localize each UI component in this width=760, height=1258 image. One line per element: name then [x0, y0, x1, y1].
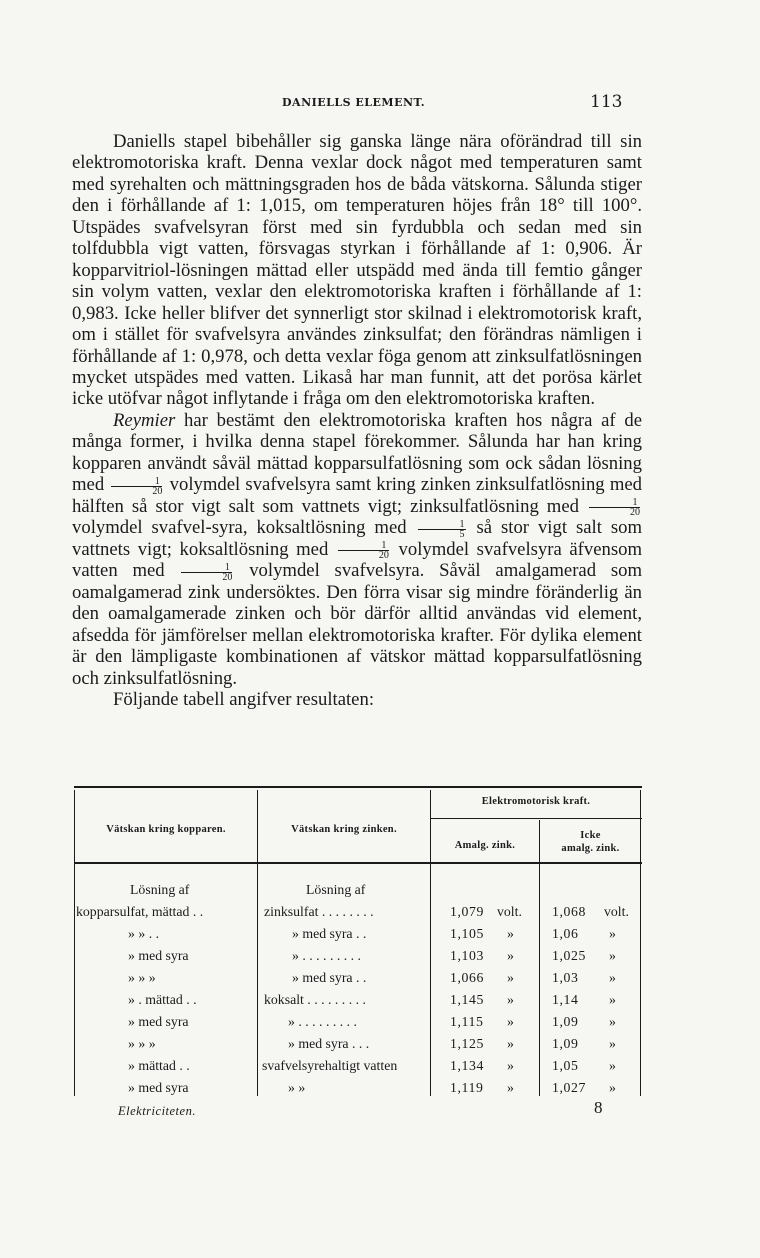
- cell-non-amalg: 1,05: [552, 1058, 579, 1073]
- cell-non-amalg-unit: »: [609, 1058, 616, 1073]
- cell-zinc: » . . . . . . . . .: [292, 948, 361, 963]
- page-number: 113: [590, 92, 623, 112]
- cell-amalg: 1,134: [450, 1058, 485, 1073]
- cell-amalg: 1,066: [450, 970, 485, 985]
- cell-copper: » » . .: [128, 926, 160, 941]
- cell-amalg-unit: »: [507, 1014, 514, 1029]
- cell-amalg: 1,125: [450, 1036, 485, 1051]
- running-head-title: DANIELLS ELEMENT.: [282, 96, 426, 109]
- cell-zinc: » »: [288, 1080, 306, 1095]
- cell-non-amalg: 1,06: [552, 926, 579, 941]
- cell-non-amalg-unit: »: [609, 992, 616, 1007]
- cell-amalg-unit: »: [507, 992, 514, 1007]
- table-left-rule: [74, 790, 75, 1096]
- emf-header-rule: [430, 818, 642, 819]
- cell-amalg-unit: »: [507, 1036, 514, 1051]
- cell-non-amalg: 1,14: [552, 992, 579, 1007]
- cell-amalg: 1,079: [450, 904, 485, 919]
- cell-non-amalg: 1,03: [552, 970, 579, 985]
- cell-non-amalg-unit: »: [609, 1080, 616, 1095]
- cell-amalg: 1,105: [450, 926, 485, 941]
- cell-non-amalg-unit: »: [609, 1014, 616, 1029]
- paragraph-2-e: volymdel svafvelsyra äfvensom vatten med: [72, 538, 643, 582]
- cell-copper: » med syra: [128, 948, 189, 963]
- paragraph-2-b: volymdel svafvelsyra samt kring zinken zinksulfatlösning med hälften så stor vigt salt som vattnets vigt; zinksulfatlösning med: [72, 474, 643, 517]
- cell-amalg: 1,145: [450, 992, 485, 1007]
- cell-zinc: svafvelsyrehaltigt vatten: [262, 1058, 398, 1073]
- author-name: Reymier: [113, 409, 176, 431]
- paragraph-2-d: så stor vigt salt som vattnets vigt; koksaltlösning med: [72, 517, 642, 560]
- cell-amalg: 1,119: [450, 1080, 484, 1095]
- cell-amalg-unit: »: [507, 926, 514, 941]
- column-rule-3: [539, 820, 540, 1096]
- cell-non-amalg-unit: »: [609, 970, 616, 985]
- cell-copper: » mättad . .: [128, 1058, 190, 1073]
- paragraph-3: Följande tabell angifver resultaten:: [113, 689, 375, 711]
- cell-copper: kopparsulfat, mättad . .: [76, 904, 204, 919]
- group-heading-zinc: Lösning af: [306, 882, 366, 897]
- cell-zinc: » med syra . .: [292, 926, 367, 941]
- cell-non-amalg-unit: »: [609, 948, 616, 963]
- column-rule-2: [430, 790, 431, 1096]
- fraction-1-20: $\frac{1}{20}$: [181, 563, 232, 582]
- cell-amalg: 1,103: [450, 948, 485, 963]
- signature-mark: Elektriciteten.: [118, 1104, 196, 1118]
- header-emf: Elektromotorisk kraft.: [481, 796, 591, 807]
- cell-non-amalg: 1,025: [552, 948, 587, 963]
- fraction-1-20: $\frac{1}{20}$: [111, 477, 162, 496]
- cell-non-amalg: 1,068: [552, 904, 587, 919]
- cell-amalg-unit: »: [507, 970, 514, 985]
- cell-copper: » » »: [128, 1036, 156, 1051]
- header-bottom-rule: [74, 862, 642, 864]
- paragraph-1: Daniells stapel bibehåller sig ganska länge nära oförändrad till sin elektromotoriska kraft. Denna vexlar dock något med temperaturen samt med syrehalten och mättningsgraden hos de båda vätskorna. Sålunda stiger den i förhållande af 1: 1,015, om temperaturen höjes från 18° till 100°. Utspädes svafvelsyran först med sin fyrdubbla och sedan med sin tolfdubbla vigt vatten, försvagas styrkan i förhållande af 1: 0,906. Är kopparvitriol-lösningen mättad eller utspädd med ända till femtio gånger sin volym vatten, vexlar den elektromotoriska kraften i förhållande af 1: 0,983. Icke heller blifver det synnerligt stor skilnad i elektromotorisk kraft, om i stället för svafvelsyra användes zinksulfat; den förändras nämligen i förhållande af 1: 0,978, och detta vexlar föga genom att zinksulfatlösningen mycket utspädes med vatten. Likaså har man funnit, att det porösa kärlet icke utöfvar något inflytande i fråga om den elektromotoriska kraften.: [72, 131, 642, 410]
- column-rule-1: [257, 790, 258, 1096]
- cell-non-amalg-unit: »: [609, 926, 616, 941]
- cell-copper: » med syra: [128, 1080, 189, 1095]
- cell-amalg-unit: »: [507, 948, 514, 963]
- cell-amalg-unit: »: [507, 1080, 514, 1095]
- cell-non-amalg: 1,09: [552, 1014, 579, 1029]
- paragraph-2-c: volymdel svafvel-syra, koksaltlösning med: [72, 517, 407, 539]
- cell-amalg: 1,115: [450, 1014, 484, 1029]
- cell-non-amalg: 1,09: [552, 1036, 579, 1051]
- cell-copper: » med syra: [128, 1014, 189, 1029]
- header-amalg: Amalg. zink.: [454, 840, 516, 851]
- header-non-amalg-line2: amalg. zink.: [561, 843, 620, 854]
- fraction-1-20: $\frac{1}{20}$: [338, 541, 389, 560]
- header-non-amalg-line1: Icke: [580, 830, 601, 841]
- group-heading-copper: Lösning af: [130, 882, 190, 897]
- body-text: [72, 131, 642, 710]
- header-zinc: Vätskan kring zinken.: [291, 824, 397, 835]
- paragraph-2-a: har bestämt den elektromotoriska kraften hos några af de många former, i hvilka denna stapel förekommer. Sålunda har han kring kopparen användt såväl mättad kopparsulfatlösning som ock sådan lösning med: [72, 409, 642, 496]
- results-table: [74, 786, 642, 1098]
- cell-zinc: zinksulfat . . . . . . . .: [264, 904, 374, 919]
- cell-non-amalg: 1,027: [552, 1080, 587, 1095]
- sheet-number: 8: [594, 1098, 603, 1117]
- cell-zinc: » med syra . .: [292, 970, 367, 985]
- cell-amalg-unit: volt.: [497, 904, 522, 919]
- table-top-rule: [74, 786, 642, 788]
- cell-zinc: » . . . . . . . . .: [288, 1014, 357, 1029]
- table-right-rule: [640, 790, 641, 1096]
- cell-copper: » . mättad . .: [128, 992, 197, 1007]
- cell-amalg-unit: »: [507, 1058, 514, 1073]
- fraction-1-5: $\frac{1}{5}$: [418, 520, 466, 539]
- cell-non-amalg-unit: volt.: [604, 904, 629, 919]
- paragraph-2-f: volymdel svafvelsyra. Såväl amalgamerad som oamalgamerad zink undersöktes. Den förra visar sig mindre föränderlig än den oamalgamerade zinken och bör därför alltid användas vid element, afsedda för jämförelser mellan elektromotoriska krafter. För dylika element är den lämpligaste kombinationen af vätskor mättad kopparsulfatlösning och zinksulfatlösning.: [72, 560, 642, 689]
- cell-non-amalg-unit: »: [609, 1036, 616, 1051]
- header-copper: Vätskan kring kopparen.: [106, 824, 226, 835]
- cell-zinc: koksalt . . . . . . . . .: [264, 992, 366, 1007]
- cell-copper: » » »: [128, 970, 156, 985]
- cell-zinc: » med syra . . .: [288, 1036, 370, 1051]
- fraction-1-20: $\frac{1}{20}$: [589, 498, 640, 517]
- running-head: [0, 92, 760, 116]
- paragraph-2: [72, 410, 642, 689]
